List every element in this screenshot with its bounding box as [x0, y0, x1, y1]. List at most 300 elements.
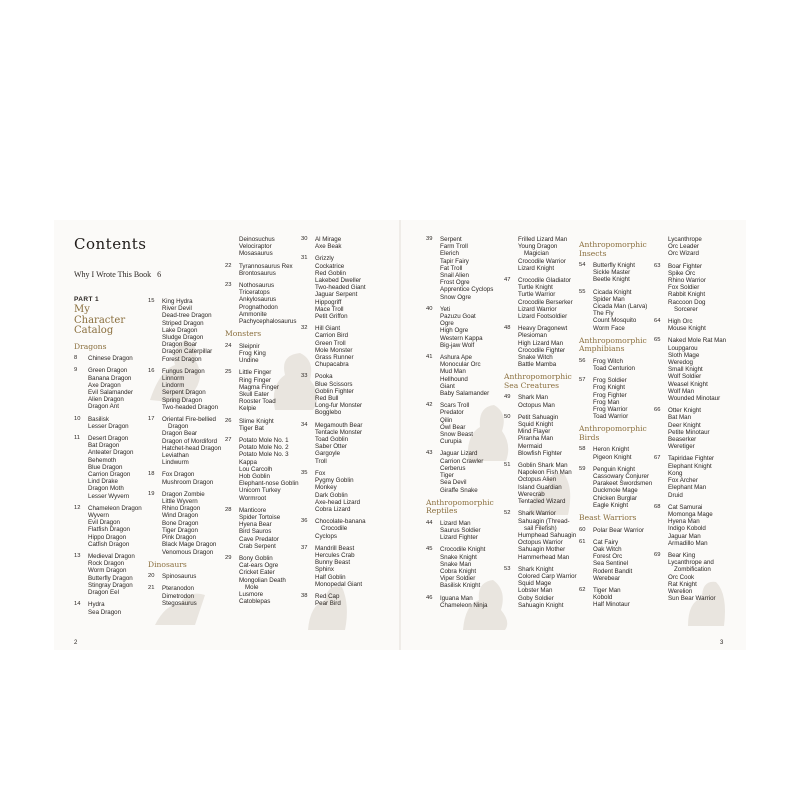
character-name: Mandrill Beast	[315, 544, 355, 552]
character-name: Duckmole Mage	[593, 487, 638, 495]
toc-entry[interactable]	[148, 298, 224, 363]
character-name: Loupgarou	[668, 344, 698, 352]
character-name: Ogre	[440, 320, 454, 328]
toc-entry-names	[239, 437, 299, 502]
character-name: Hippogriff	[315, 298, 342, 306]
toc-column-7	[579, 236, 655, 614]
character-name: Beetle Knight	[593, 276, 630, 284]
character-name: Shark Knight	[518, 565, 554, 573]
character-name: Dragon Moth	[88, 485, 124, 493]
toc-entry-names	[440, 236, 493, 301]
intro-entry[interactable]	[74, 270, 161, 279]
toc-entry[interactable]	[74, 505, 142, 548]
toc-entry[interactable]	[579, 289, 655, 332]
toc-entry[interactable]	[301, 470, 377, 513]
character-name: Shark Man	[518, 394, 548, 402]
section-heading: Anthropomorphic Amphibians	[579, 335, 647, 354]
toc-entry[interactable]	[654, 318, 730, 332]
character-name: Skull Eater	[239, 390, 269, 398]
character-name: Baby Salamander	[440, 390, 490, 398]
character-name: Snail Alien	[440, 272, 469, 280]
toc-entry-names	[315, 236, 341, 250]
character-name: Druid	[668, 491, 683, 499]
toc-entry[interactable]	[426, 450, 502, 493]
right-page-number: 3	[720, 640, 724, 646]
toc-entry-names	[315, 325, 354, 368]
character-name: Crab Serpent	[239, 542, 276, 550]
toc-entry[interactable]	[225, 282, 301, 325]
toc-entry-names	[440, 520, 481, 542]
character-name: Gargoyle	[315, 450, 341, 458]
toc-entry[interactable]	[148, 585, 224, 607]
character-name: Octopus Warrior	[518, 539, 563, 547]
character-name: Weredog	[668, 359, 693, 367]
toc-entry-page: 20	[148, 573, 155, 580]
character-name: Serpent Dragon	[162, 389, 206, 397]
toc-entry-names	[239, 343, 266, 365]
character-name: Toad Centurion	[593, 365, 635, 373]
character-name: Jaguar Man	[668, 532, 701, 540]
character-name: Frog Soldier	[593, 377, 627, 385]
toc-entry[interactable]	[225, 236, 301, 258]
toc-entry[interactable]	[426, 402, 502, 445]
section-heading: Beast Warriors	[579, 513, 637, 523]
character-name: Fat Troll	[440, 264, 463, 272]
toc-entry[interactable]	[148, 416, 224, 466]
part-title-line-1: My Character	[74, 304, 126, 326]
toc-entry-names	[88, 601, 121, 615]
character-name: Lizard Man	[440, 519, 471, 527]
character-name: Cockatrice	[315, 262, 345, 270]
character-name: Frog Knight	[593, 384, 625, 392]
character-name: Owl Bear	[440, 423, 466, 431]
character-name: Velociraptor	[239, 243, 272, 251]
toc-entry-names	[88, 416, 129, 430]
character-name: Spring Dragon	[162, 396, 202, 404]
character-name: High Lizard Man	[518, 339, 564, 347]
character-name: Frog Fighter	[593, 391, 627, 399]
character-name: Al Mirage	[315, 236, 342, 243]
character-name: Lesser Dragon	[88, 422, 129, 430]
toc-entry[interactable]	[504, 325, 580, 368]
toc-entry-names	[518, 325, 567, 368]
character-name: Bat Man	[668, 414, 692, 422]
toc-entry[interactable]	[225, 418, 301, 432]
character-name: Goblin Fighter	[315, 387, 354, 395]
character-name: Piranha Man	[518, 435, 554, 443]
character-name: Bony Goblin	[239, 555, 273, 563]
character-name: Sickle Master	[593, 269, 631, 277]
character-name: Lycanthrope	[668, 236, 702, 243]
toc-entry[interactable]	[426, 354, 502, 397]
character-name: Orc Leader	[668, 243, 699, 251]
toc-entry-page: 64	[654, 318, 661, 325]
intro-entry-page: 6	[157, 270, 162, 279]
toc-entry[interactable]	[225, 555, 301, 605]
toc-entry[interactable]	[654, 455, 730, 498]
toc-entry-page: 57	[579, 377, 586, 384]
character-name: Red Goblin	[315, 269, 346, 277]
toc-entry[interactable]	[654, 552, 730, 602]
toc-entry[interactable]	[301, 545, 377, 588]
character-name: Snow Beast	[440, 431, 474, 439]
character-name: Pooka	[315, 373, 333, 381]
character-name: Orc Cook	[668, 573, 695, 581]
character-name: Jaguar Serpent	[315, 291, 358, 299]
toc-entry[interactable]	[654, 263, 730, 313]
character-name: Werecrab	[518, 490, 545, 498]
character-name: Sea Devil	[440, 479, 467, 487]
character-name: Tiger	[440, 472, 454, 480]
toc-entry[interactable]	[74, 601, 142, 615]
character-name: Sea Dragon	[88, 608, 122, 616]
character-name: Lobster Man	[518, 587, 553, 595]
character-name: Humphead Sahuagin	[518, 531, 577, 539]
toc-entry-names	[518, 394, 555, 408]
toc-entry[interactable]	[504, 236, 580, 272]
section-heading: Dinosaurs	[148, 559, 187, 569]
toc-entry[interactable]	[654, 337, 730, 402]
character-name: Ring Finger	[239, 376, 271, 384]
character-name: Wounded Minotaur	[668, 395, 721, 403]
toc-entry[interactable]	[225, 369, 301, 412]
toc-entry-names	[518, 462, 572, 505]
character-name: Giant	[440, 382, 455, 390]
character-name: Island Guardian	[518, 483, 562, 491]
toc-entry[interactable]	[504, 414, 580, 457]
toc-entry-page: 69	[654, 551, 661, 558]
toc-entry-names	[162, 471, 213, 485]
character-name: Tentacle Monster	[315, 428, 363, 436]
character-name: Frog Witch	[593, 357, 623, 365]
toc-entry-page: 59	[579, 465, 586, 472]
character-name: Forest Orc	[593, 553, 623, 561]
toc-column-5	[426, 236, 502, 614]
toc-entry-names	[668, 337, 726, 402]
character-name: Cerberus	[440, 464, 466, 472]
toc-entry[interactable]	[74, 553, 142, 596]
character-name: Chinese Dragon	[88, 355, 133, 363]
character-name: Slime Knight	[239, 417, 274, 425]
toc-entry[interactable]	[225, 507, 301, 550]
character-name: Evil Dragon	[88, 519, 120, 527]
character-name: Fox Dragon	[162, 471, 195, 479]
character-name: Evil Salamander	[88, 389, 134, 397]
toc-entry[interactable]	[301, 422, 377, 465]
toc-entry-page: 66	[654, 407, 661, 414]
character-name: Cave Predator	[239, 535, 279, 543]
section-heading: Anthropomorphic Insects	[579, 240, 647, 258]
toc-entry-names	[239, 555, 286, 605]
character-name: Scars Troll	[440, 402, 470, 410]
character-name: Sahuagin (Thread-	[518, 517, 570, 525]
character-name: Goby Soldier	[518, 594, 554, 602]
toc-entry[interactable]	[426, 546, 502, 589]
character-name: Little Wyvern	[162, 498, 198, 506]
character-name: Cicada Man (Larva)	[593, 303, 648, 311]
toc-entry-names	[315, 593, 341, 607]
character-name: Deer Knight	[668, 421, 701, 429]
section-heading: Anthropomorphic Reptiles	[426, 497, 494, 516]
character-name: Curupia	[440, 438, 462, 446]
character-name: Fox Archer	[668, 477, 698, 485]
toc-entry[interactable]	[225, 263, 301, 277]
toc-entry-names	[668, 236, 702, 258]
character-name: Chicken Burglar	[593, 494, 638, 502]
character-name: Petit Griffon	[315, 313, 348, 321]
character-name: Manticore	[239, 506, 267, 514]
character-name: Butterfly Knight	[593, 262, 635, 269]
character-name: Basilisk	[88, 415, 109, 423]
toc-entry-names	[239, 418, 274, 432]
character-name: Kelpie	[239, 405, 257, 413]
character-name: Cyclops	[315, 532, 338, 540]
toc-entry-names	[518, 277, 573, 320]
character-name: Elerich	[440, 250, 459, 258]
character-name: Naked Mole Rat Man	[668, 337, 727, 345]
character-name: Toad Warrior	[593, 413, 629, 421]
character-name: Fungus Dragon	[162, 367, 205, 375]
character-name: Petit Sahuagin	[518, 413, 559, 421]
character-name: Dragon Boar	[162, 341, 198, 349]
toc-entry-names	[315, 470, 360, 513]
toc-entry-names	[239, 507, 280, 550]
character-name: Chameleon Ninja	[440, 601, 488, 609]
toc-entry[interactable]	[148, 573, 224, 580]
character-name: Lesser Wyvern	[88, 492, 130, 500]
character-name: Frog King	[239, 349, 266, 357]
toc-entry[interactable]	[579, 262, 655, 284]
character-name: Rock Dragon	[88, 560, 125, 568]
character-name: Turtle Warrior	[518, 291, 556, 299]
character-name: Elephant-nose Goblin	[239, 480, 299, 488]
toc-entry[interactable]	[301, 325, 377, 368]
character-name: Zombification	[674, 566, 711, 574]
character-name: Grass Runner	[315, 354, 354, 362]
character-name: Heron Knight	[593, 446, 630, 454]
character-name: Iguana Man	[440, 594, 473, 602]
character-name: Tapir Fairy	[440, 257, 469, 265]
character-name: Cobra Lizard	[315, 505, 351, 513]
character-name: Red Bull	[315, 395, 339, 403]
character-name: Farm Troll	[440, 243, 468, 251]
character-name: Hob Goblin	[239, 472, 270, 480]
toc-entry[interactable]	[74, 355, 142, 362]
character-name: Oak Witch	[593, 545, 622, 553]
character-name: Sahuagin Knight	[518, 601, 564, 609]
character-name: Weretiger	[668, 443, 695, 451]
toc-entry[interactable]	[301, 373, 377, 416]
character-name: Orc Wizard	[668, 250, 699, 258]
toc-entry-names	[593, 539, 632, 582]
character-name: Carrion Dragon	[88, 471, 131, 479]
character-name: Saurus Soldier	[440, 526, 481, 534]
character-name: Stingray Dragon	[88, 581, 133, 589]
toc-entry-names	[668, 504, 713, 547]
toc-entry[interactable]	[225, 437, 301, 502]
toc-entry-names	[440, 354, 489, 397]
character-name: Tiger Man	[593, 587, 621, 594]
toc-entry[interactable]	[504, 566, 580, 609]
toc-entry[interactable]	[654, 504, 730, 547]
character-name: Momonga Mage	[668, 510, 713, 518]
character-name: Desert Dragon	[88, 435, 129, 443]
character-name: Catfish Dragon	[88, 540, 130, 548]
toc-entry-names	[315, 422, 362, 465]
toc-entry-page: 42	[426, 402, 433, 409]
toc-entry-page: 13	[74, 553, 81, 560]
toc-entry[interactable]	[301, 255, 377, 320]
toc-entry[interactable]	[426, 520, 502, 542]
toc-entry-page: 12	[74, 504, 81, 511]
toc-entry-page: 33	[301, 373, 308, 380]
character-name: Petite Minotaur	[668, 428, 710, 436]
toc-entry[interactable]	[579, 377, 655, 420]
character-name: River Devil	[162, 305, 192, 313]
character-name: Blue Scissors	[315, 380, 353, 388]
toc-entry-page: 49	[504, 394, 511, 401]
intro-entry-label: Why I Wrote This Book	[74, 270, 152, 279]
character-name: Mosasaurus	[239, 250, 273, 258]
character-name: Hyena Man	[668, 518, 700, 526]
toc-entry[interactable]	[579, 587, 655, 609]
toc-entry-page: 10	[74, 415, 81, 422]
character-name: Oriental Fire-bellied	[162, 416, 216, 424]
character-name: Potato Mole No. 1	[239, 436, 289, 444]
toc-entry[interactable]	[579, 539, 655, 582]
toc-entry[interactable]	[579, 466, 655, 509]
toc-entry[interactable]	[426, 236, 502, 301]
toc-entry-page: 18	[148, 471, 155, 478]
character-name: Dragon Caterpillar	[162, 348, 213, 356]
toc-column-3	[225, 236, 301, 610]
character-name: Grizzly	[315, 255, 334, 263]
toc-entry[interactable]	[504, 510, 580, 560]
toc-entry-page: 63	[654, 262, 661, 269]
character-name: Catoblepas	[239, 598, 271, 606]
character-name: Lycanthrope and	[668, 559, 714, 567]
character-name: Lakebed Dweller	[315, 277, 362, 285]
toc-entry[interactable]	[301, 593, 377, 607]
toc-entry-names	[593, 377, 628, 420]
character-name: Lindorm	[162, 382, 185, 390]
toc-entry-names	[239, 369, 279, 412]
character-name: Snake Man	[440, 560, 472, 568]
character-name: Hill Giant	[315, 325, 341, 333]
toc-entry-page: 24	[225, 342, 232, 349]
toc-entry[interactable]	[225, 343, 301, 365]
character-name: Snow Ogre	[440, 293, 471, 301]
toc-entry-names	[668, 407, 710, 450]
toc-column-2	[148, 298, 224, 612]
toc-entry[interactable]	[74, 435, 142, 500]
toc-entry-page: 28	[225, 506, 232, 513]
toc-entry[interactable]	[74, 367, 142, 410]
toc-column-6	[504, 236, 580, 614]
character-name: High Ogre	[440, 327, 469, 335]
toc-entry-names	[239, 263, 293, 277]
character-name: Shark Warrior	[518, 510, 556, 518]
character-name: Boar Fighter	[668, 262, 703, 270]
character-name: Jaguar Lizard	[440, 450, 478, 458]
section-heading: Anthropomorphic Birds	[579, 424, 647, 442]
character-name: Fox	[315, 469, 326, 477]
toc-entry[interactable]	[426, 306, 502, 349]
character-name: The Fly	[593, 310, 614, 318]
toc-entry-page: 65	[654, 337, 661, 344]
toc-entry-page: 30	[301, 236, 308, 242]
character-name: Chupacabra	[315, 361, 349, 369]
character-name: Dead-tree Dragon	[162, 312, 212, 320]
character-name: Wolf Soldier	[668, 373, 702, 381]
toc-entry[interactable]	[504, 277, 580, 320]
toc-entry[interactable]	[654, 407, 730, 450]
toc-entry[interactable]	[579, 446, 655, 460]
character-name: Frog Warrior	[593, 406, 628, 414]
section-heading: Anthropomorphic Sea Creatures	[504, 372, 572, 390]
character-name: Lusmore	[239, 591, 264, 599]
character-name: Cat Fairy	[593, 538, 619, 546]
toc-entry[interactable]	[579, 358, 655, 372]
character-name: Linnorm	[162, 375, 185, 383]
character-name: Rhino Dragon	[162, 505, 201, 513]
toc-entry-names	[593, 289, 647, 332]
toc-entry[interactable]	[301, 518, 377, 540]
toc-entry-page: 38	[301, 592, 308, 599]
toc-entry-page: 67	[654, 455, 661, 462]
toc-entry-page: 43	[426, 450, 433, 457]
toc-entry-names	[88, 355, 133, 362]
character-name: Giraffe Snake	[440, 486, 478, 494]
toc-entry-page: 62	[579, 587, 586, 593]
toc-entry[interactable]	[426, 595, 502, 609]
character-name: Crocodile	[321, 525, 348, 533]
character-name: Pink Dragon	[162, 534, 197, 542]
toc-entry-page: 8	[74, 355, 78, 362]
toc-entry[interactable]	[654, 236, 730, 258]
character-name: Hercules Crab	[315, 551, 355, 559]
toc-entry-page: 41	[426, 354, 433, 361]
toc-entry[interactable]	[504, 394, 580, 408]
toc-entry[interactable]	[74, 416, 142, 430]
character-name: Young Dragon	[518, 243, 558, 251]
toc-entry[interactable]	[148, 368, 224, 411]
toc-entry-page: 16	[148, 367, 155, 374]
character-name: Tapiridae Fighter	[668, 455, 715, 463]
character-name: Snake Knight	[440, 553, 477, 561]
character-name: Wormroot	[239, 494, 267, 502]
character-name: Viper Soldier	[440, 575, 476, 583]
toc-entry[interactable]	[504, 462, 580, 505]
character-name: Axe Beak	[315, 243, 342, 251]
character-name: Triceratops	[239, 289, 270, 297]
toc-entry[interactable]	[579, 527, 655, 534]
character-name: Small Knight	[668, 366, 703, 374]
toc-entry-names	[668, 318, 706, 332]
character-name: Green Dragon	[88, 367, 128, 375]
character-name: Lake Dragon	[162, 326, 198, 334]
toc-entry[interactable]	[148, 471, 224, 485]
character-name: Count Mosquito	[593, 317, 637, 325]
character-name: Cat-ears Ogre	[239, 562, 279, 570]
toc-entry-names	[518, 414, 562, 457]
toc-entry[interactable]	[148, 491, 224, 556]
character-name: Cobra Knight	[440, 567, 477, 575]
toc-entry[interactable]	[301, 236, 377, 250]
toc-entry-names	[162, 368, 218, 411]
character-name: Spider Man	[593, 295, 625, 303]
toc-entry-names	[315, 255, 366, 320]
